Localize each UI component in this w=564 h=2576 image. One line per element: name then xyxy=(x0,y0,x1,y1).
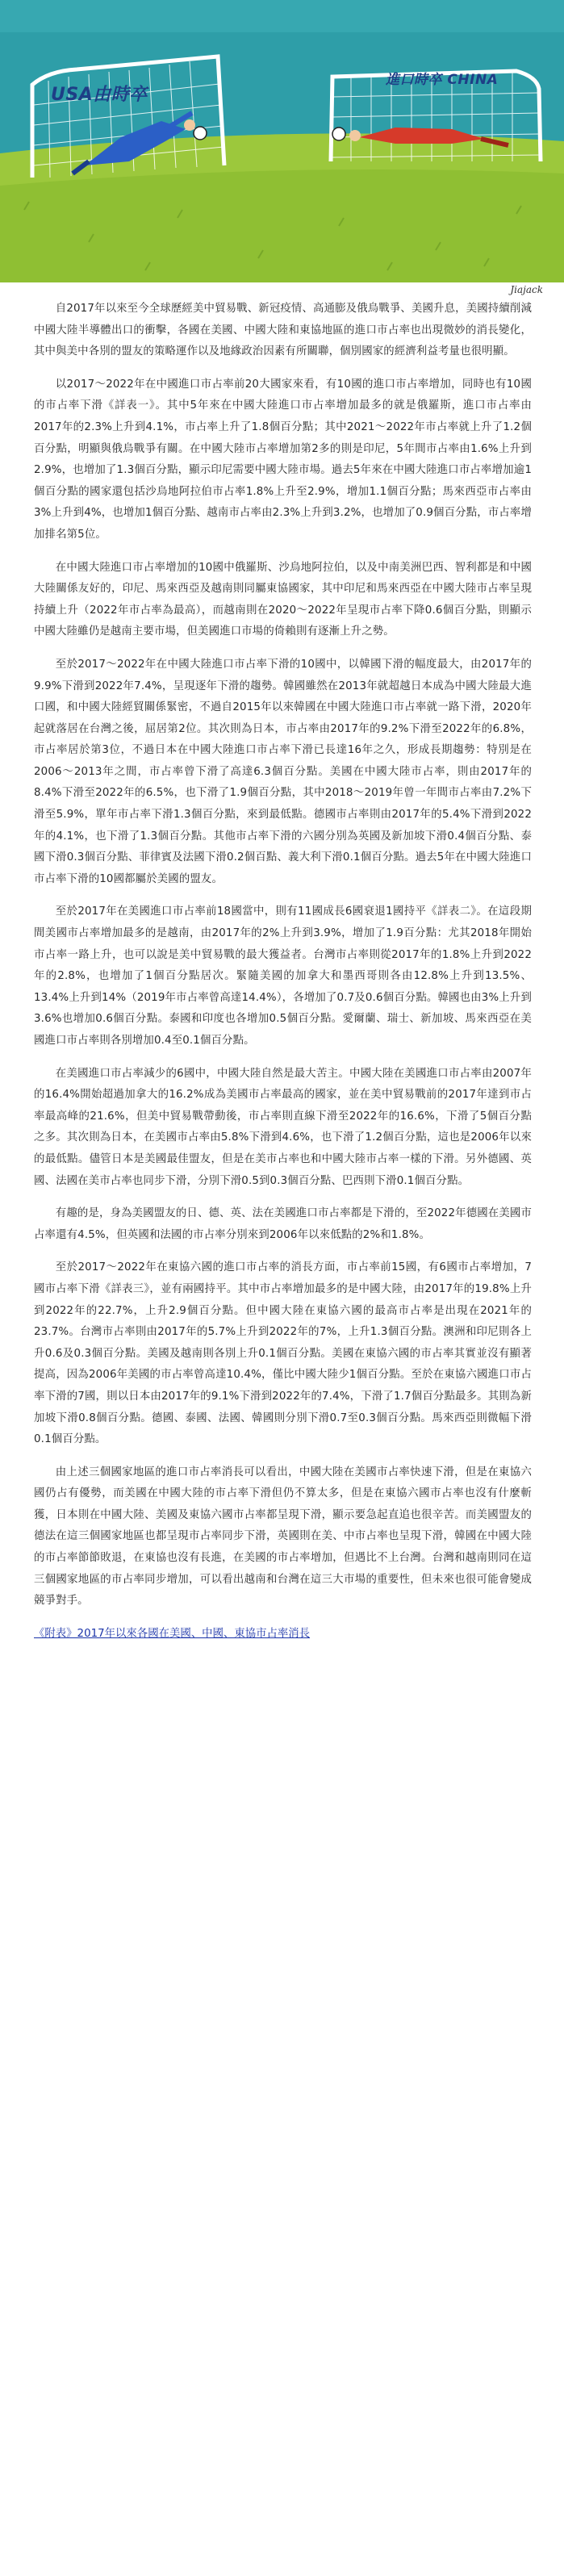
china-goal-label: 進口時卒 CHINA xyxy=(386,72,499,88)
paragraph-8: 至於2017～2022年在東協六國的進口市占率的消長方面，市占率前15國，有6國市占率增加，7國市占率下滑《詳表三》，並有兩國持平。其中市占率增加最多的是中國大陸，由2017年的19.8%上升到2022年的22.7%，上升2.9個百分點。但中國大陸在東協六國的最高市占率是出現在2021年的23.7%。台灣市占率則由2017年的5.7%上升到2022年的7%，上升1.3個百分點。澳洲和印尼則各上升0.6及0.3個百分點。美國及越南則各別上升0.1個百分點。美國在東協六國的市占率其實並沒有顯著提高，因為2006年美國的市占率曾高達10.4%，僅比中國大陸少1個百分點。至於在東協六國進口市占率下滑的7國，則以日本由2017年的9.1%下滑到2022年的7.4%，下滑了1.7個百分點最多。其則為新加坡下滑0.8個百分點。德國、泰國、法國、韓國則分別下滑0.7至0.3個百分點。馬來西亞則微幅下滑0.1個百分點。 xyxy=(34,1261,532,1446)
paragraph-5: 至於2017年在美國進口市占率前18國當中，則有11國成長6國衰退1國持平《詳表二》。在這段期間美國市占率增加最多的是越南，由2017年的2%上升到3.9%，增加了1.9百分點：尤其2018年開始市占率一路上升，也可以說是美中貿易戰的最大獲益者。台灣市占率則從2017年的1.8%上升到2022年的2.8%，也增加了1個百分點居次。緊隨美國的加拿大和墨西哥則各由12.8%上升到13.5%、13.4%上升到14%（2019年市占率曾高達14.4%），各增加了0.7及0.6個百分點。韓國也由3%上升到3.6%也增加0.6個百分點。泰國和印度也各增加0.5個百分點。愛爾蘭、瑞士、新加坡、馬來西亞在美國進口市占率則各別增加0.4至0.1個百分點。 xyxy=(34,905,532,1047)
artist-signature: Jiajack xyxy=(510,284,543,295)
soccer-goals-illustration xyxy=(0,0,564,282)
article-body xyxy=(0,299,564,1645)
paragraph-2: 以2017～2022年在中國進口市占率前20大國家來看，有10國的進口市占率增加，同時也有10國的市占率下滑《詳表一》。其中5年來在中國大陸進口市占率增加最多的就是俄羅斯，進口市占率由2017年的2.3%上升到4.1%，市占率上升了1.8個百分點；其中2021～2022年市占率就上升了1.2個百分點，明顯與俄烏戰爭有關。在中國大陸市占率增加第2多的則是印尼，5年間市占率由1.6%上升到2.9%，也增加了1.3個百分點，顯示印尼需要中國大陸市場。過去5年來在中國大陸進口市占率增加逾1個百分點的國家還包括沙烏地阿拉伯市占率1.8%上升至2.9%，增加1.1個百分點；馬來西亞市占率由3%上升到4%，也增加1個百分點、越南市占率由2.3%上升到3.2%，也增加了0.9個百分點，市占率增加排名第5位。 xyxy=(34,378,532,541)
appendix-table-link[interactable]: 《附表》2017年以來各國在美國、中國、東協市占率消長 xyxy=(34,1627,311,1640)
paragraph-3: 在中國大陸進口市占率增加的10國中俄羅斯、沙烏地阿拉伯，以及中南美洲巴西、智利都是和中國大陸關係友好的，印尼、馬來西亞及越南則同屬東協國家，其中印尼和馬來西亞在中國大陸市占率呈現持續上升（2022年市占率為最高），而越南則在2020～2022年呈現市占率下降0.6個百分點，則顯示中國大陸雖仍是越南主要市場，但美國進口市場的倚賴則有逐漸上升之勢。 xyxy=(34,561,532,638)
paragraph-1: 自2017年以來至今全球歷經美中貿易戰、新冠疫情、高通膨及俄烏戰爭、美國升息，美國持續削減中國大陸半導體出口的衝擊，各國在美國、中國大陸和東協地區的進口市占率也出現微妙的消長變化，其中與美中各別的盟友的策略運作以及地緣政治因素有所關聯，個別國家的經濟利益考量也很明顯。 xyxy=(34,303,532,358)
soccer-ball-left xyxy=(194,127,207,140)
paragraph-7: 有趣的是，身為美國盟友的日、德、英、法在美國進口市占率都是下滑的，至2022年德國在美國市占率還有4.5%，但英國和法國的市占率分別來到2006年以來低點的2%和1.8%。 xyxy=(34,1207,532,1241)
paragraph-4: 至於2017～2022年在中國大陸進口市占率下滑的10國中，以韓國下滑的幅度最大，由2017年的9.9%下滑到2022年7.4%，呈現逐年下滑的趨勢。韓國雖然在2013年就超越日本成為中國大陸最大進口國，和中國大陸經貿關係緊密，不過自2015年以來韓國在中國大陸進口市占率就一路下滑，2020年起就落居在台灣之後，屈居第2位。其次則為日本，市占率由2017年的9.2%下滑至2022年的6.8%，市占率居於第3位，不過日本在中國大陸進口市占率下滑已長達16年之久，形成長期趨勢：特別是在2006～2013年之間，市占率曾下滑了高達6.3個百分點。美國在中國大陸市占率，則由2017年的8.4%下滑至2022年的6.5%，也下滑了1.9個百分點，其中2018～2019年曾一年間市占率由7.2%下滑至5.9%，單年市占率下滑1.3個百分點，來到最低點。德國市占率則由2017年的5.4%下滑到2022年的4.1%，也下滑了1.3個百分點。其他市占率下滑的六國分別為英國及新加坡下滑0.4個百分點、泰國下滑0.3個百分點、菲律賓及法國下滑0.2個百點、義大利下滑0.1個百分點。過去5年在中國大陸進口市占率下滑的10國都屬於美國的盟友。 xyxy=(34,658,532,885)
paragraph-6: 在美國進口市占率減少的6國中，中國大陸自然是最大苦主。中國大陸在美國進口市占率由2007年的16.4%開始超過加拿大的16.2%成為美國市占率最高的國家，並在美中貿易戰前的2017年達到市占率最高峰的21.6%，但美中貿易戰帶動後，市占率則直線下滑至2022年的16.6%，下滑了5個百分點之多。其次則為日本，在美國市占率由5.8%下滑到4.6%，也下滑了1.2個百分點，這也是2006年以來的最低點。儘管日本是美國最佳盟友，但是在美市占率也和中國大陸市占率一樣的下滑。另外德國、英國、法國在美市占率也同步下滑，分別下滑0.5到0.3個百分點、巴西則下滑0.1個百分點。 xyxy=(34,1067,532,1187)
usa-goal-label: USA由時卒 xyxy=(51,85,148,105)
hero-illustration xyxy=(0,0,564,282)
paragraph-9: 由上述三個國家地區的進口市占率消長可以看出，中國大陸在美國市占率快速下滑，但是在東協六國仍占有優勢，而美國在中國大陸的市占率下滑但仍不算太多，但是在東協六國市占率也沒有什麼斬獲，日本則在中國大陸、美國及東協六國市占率都呈現下滑，顯示要急起直追也很辛苦。而美國盟友的德法在這三個國家地區也都呈現市占率同步下滑，英國則在美、中市占率也呈現下滑，韓國在中國大陸的市占率節節敗退，在東協也沒有長進，在美國的市占率增加，但遇比不上台灣。台灣和越南則同在這三個國家地區的市占率同步增加，可以看出越南和台灣在這三大市場的重要性，但未來也很可能會變成競爭對手。 xyxy=(34,1466,532,1608)
soccer-ball-right xyxy=(332,128,345,140)
